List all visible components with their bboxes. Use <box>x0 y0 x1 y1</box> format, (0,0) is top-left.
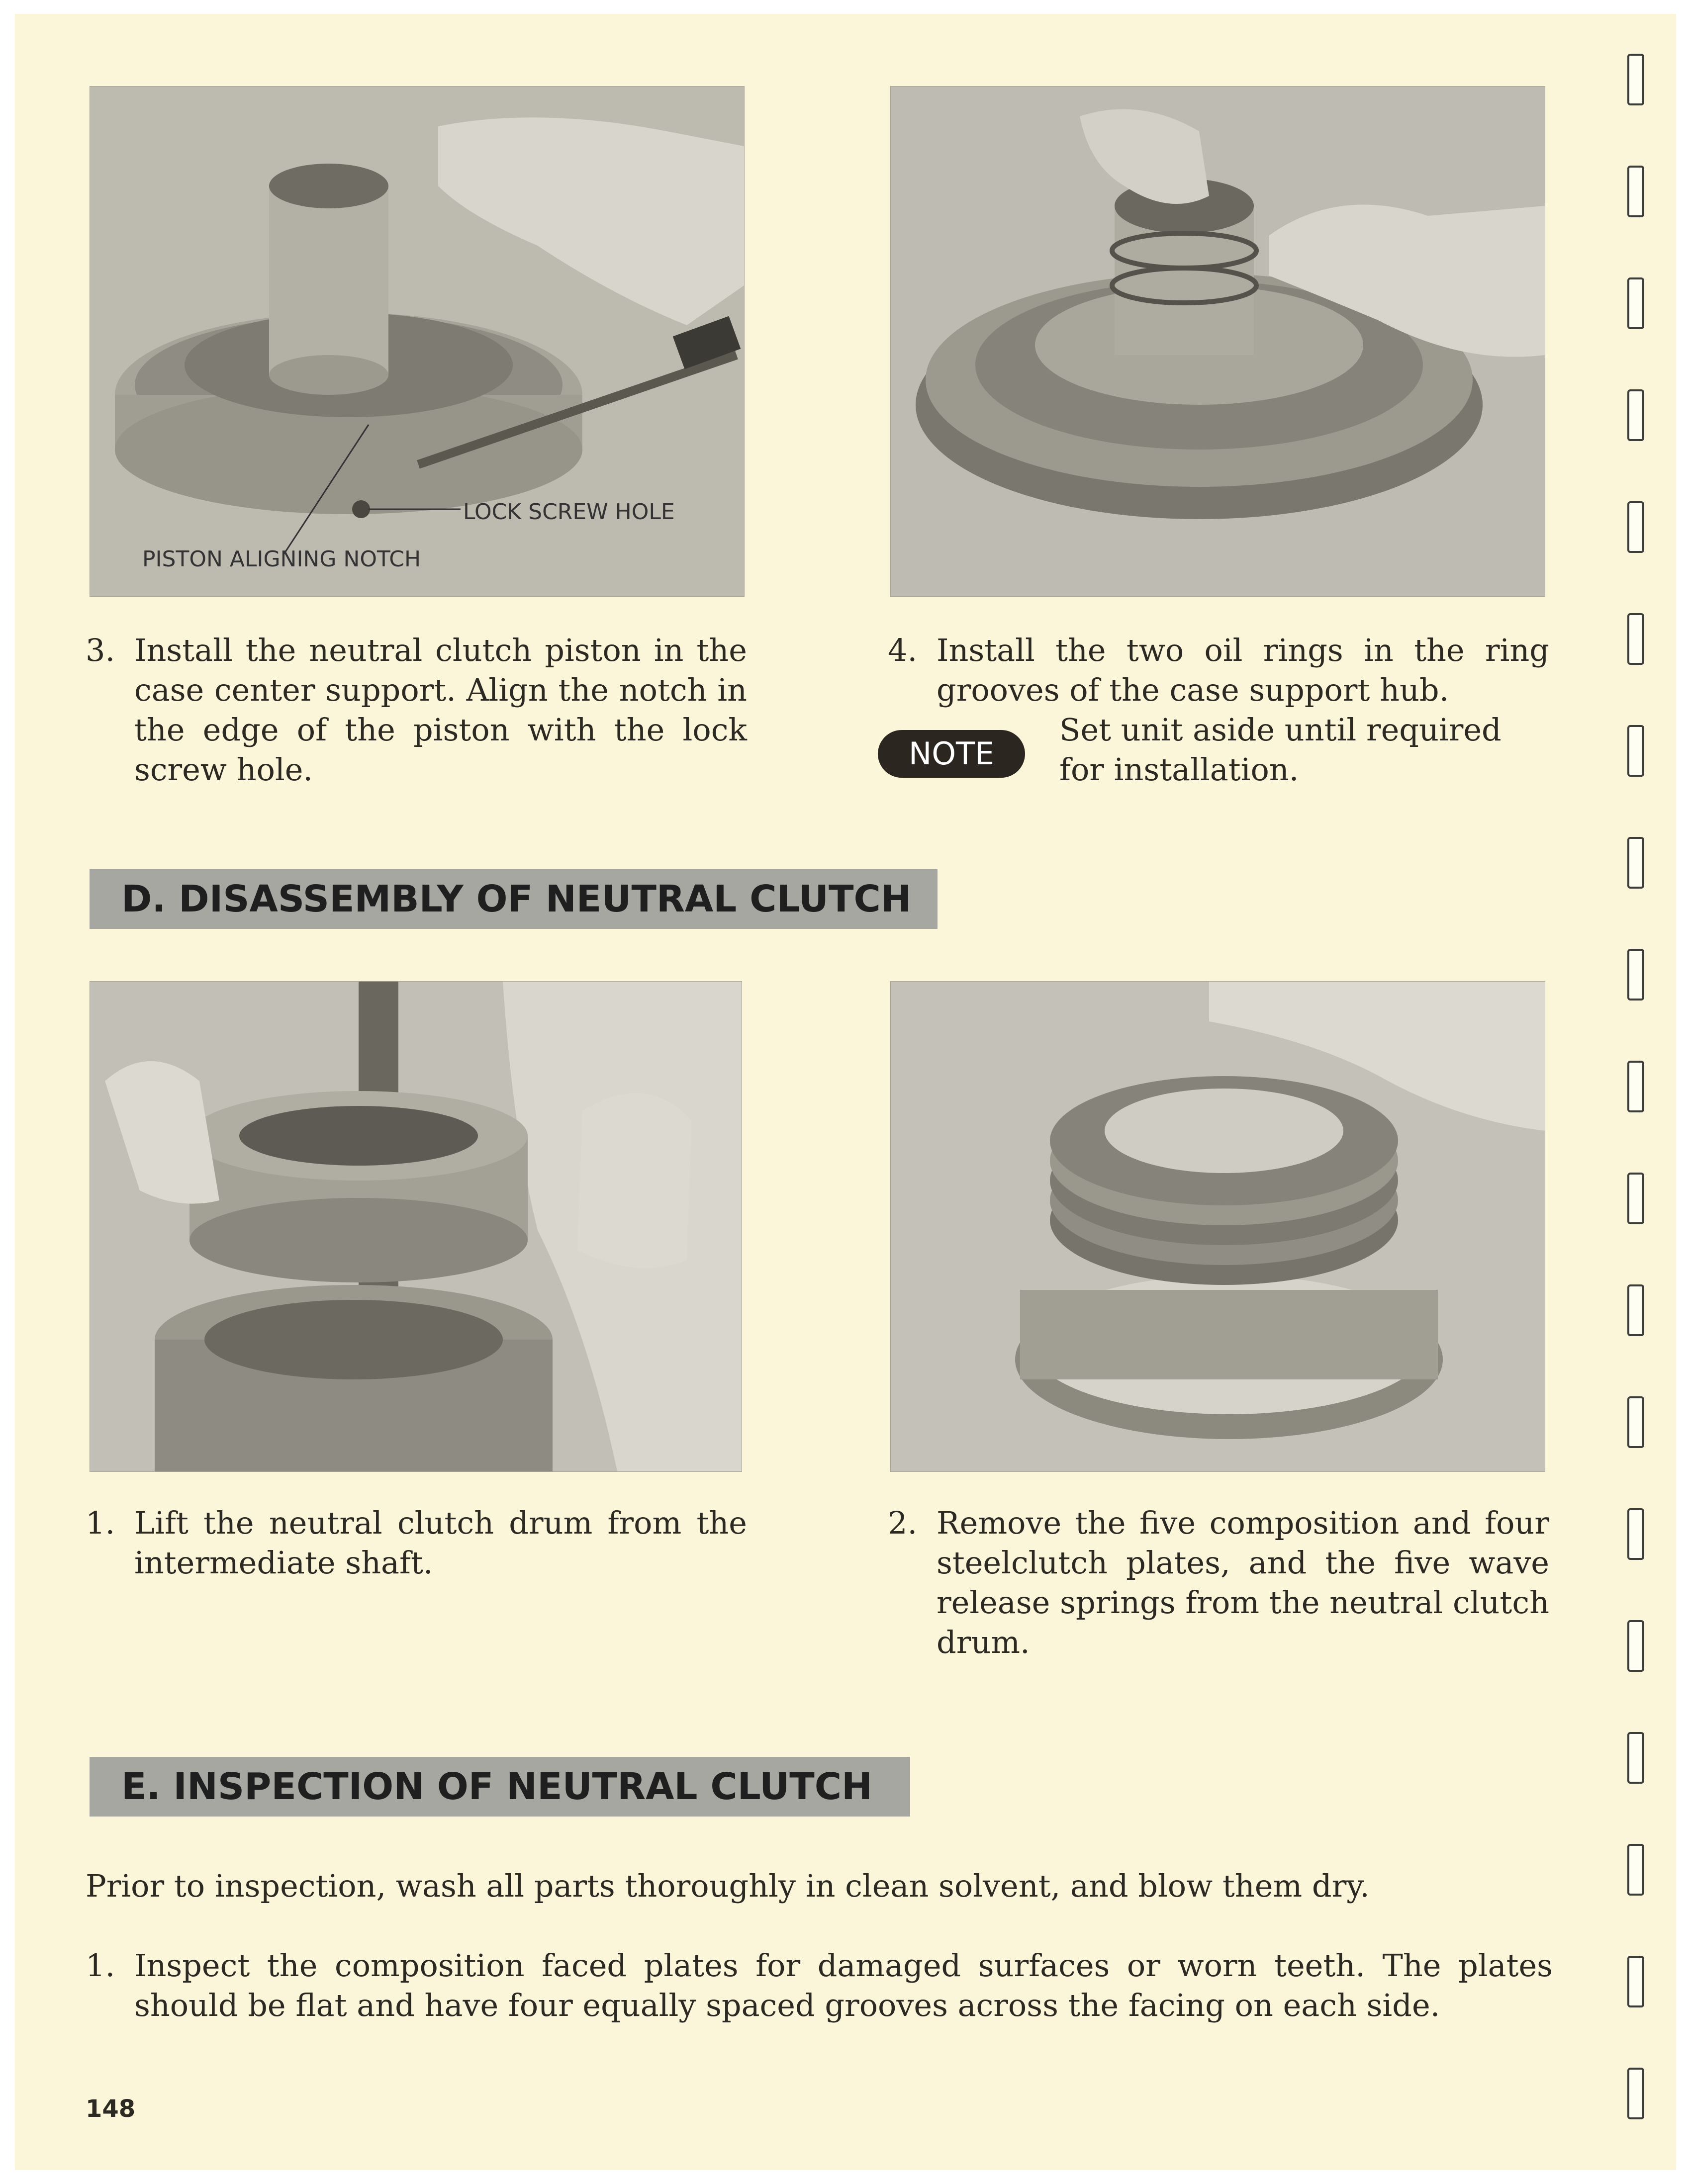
photo-oil-rings <box>890 86 1545 597</box>
step-text: Remove the five composition and four steelclutch plates, and the five wave release springs from the neutral clutch drum. <box>937 1505 1549 1660</box>
step-text: Install the two oil rings in the ring grooves of the case support hub. <box>937 632 1549 708</box>
binder-tab <box>1627 1284 1644 1336</box>
binder-tab <box>1627 501 1644 553</box>
binder-tab <box>1627 54 1644 105</box>
note-text: Set unit aside until required for installation. <box>1059 712 1502 788</box>
item-number: 1. <box>86 1947 115 1984</box>
step-number: 1. <box>86 1505 115 1541</box>
callout-lock-screw-hole: LOCK SCREW HOLE <box>463 499 675 525</box>
binder-tab <box>1627 1956 1644 2007</box>
step-number: 3. <box>86 632 115 668</box>
photo-clutch-plates <box>890 981 1545 1472</box>
binder-tab <box>1627 1173 1644 1224</box>
photo-oil-rings-image <box>891 87 1545 596</box>
binder-tab <box>1627 1508 1644 1560</box>
manual-page <box>15 14 1676 2170</box>
note-badge: NOTE <box>878 730 1025 778</box>
binder-tab <box>1627 166 1644 217</box>
binder-tab <box>1627 613 1644 665</box>
step-number: 2. <box>888 1505 918 1541</box>
callout-piston-aligning-notch: PISTON ALIGNING NOTCH <box>142 546 421 572</box>
step-text: Lift the neutral clutch drum from the intermediate shaft. <box>134 1505 747 1581</box>
section-e-intro: Prior to inspection, wash all parts thoroughly in clean solvent, and blow them dry. <box>86 1868 1370 1904</box>
step-number: 4. <box>888 632 918 668</box>
page-number: 148 <box>86 2095 136 2123</box>
photo-clutch-drum-image <box>90 982 742 1471</box>
step-text: Install the neutral clutch piston in the case center support. Align the notch in the edge of the piston with the lock screw hole. <box>134 632 747 788</box>
binder-tab <box>1627 725 1644 777</box>
photo-clutch-drum-lift <box>90 981 742 1472</box>
binder-tab <box>1627 1396 1644 1448</box>
photo-piston-install <box>90 86 745 597</box>
item-text: Inspect the composition faced plates for damaged surfaces or worn teeth. The plates should be flat and have four equally spaced grooves across the facing on each side. <box>134 1947 1553 2023</box>
binder-tab <box>1627 837 1644 889</box>
binder-tab <box>1627 1844 1644 1896</box>
binder-tab <box>1627 1620 1644 1672</box>
binder-tab <box>1627 1061 1644 1112</box>
binder-tab <box>1627 949 1644 1001</box>
binder-tab <box>1627 2068 1644 2119</box>
section-d-header: D. DISASSEMBLY OF NEUTRAL CLUTCH <box>90 869 938 929</box>
section-e-header: E. INSPECTION OF NEUTRAL CLUTCH <box>90 1757 910 1817</box>
photo-clutch-plates-image <box>891 982 1545 1471</box>
binder-tab <box>1627 277 1644 329</box>
binder-tab <box>1627 389 1644 441</box>
binder-tab <box>1627 1732 1644 1784</box>
